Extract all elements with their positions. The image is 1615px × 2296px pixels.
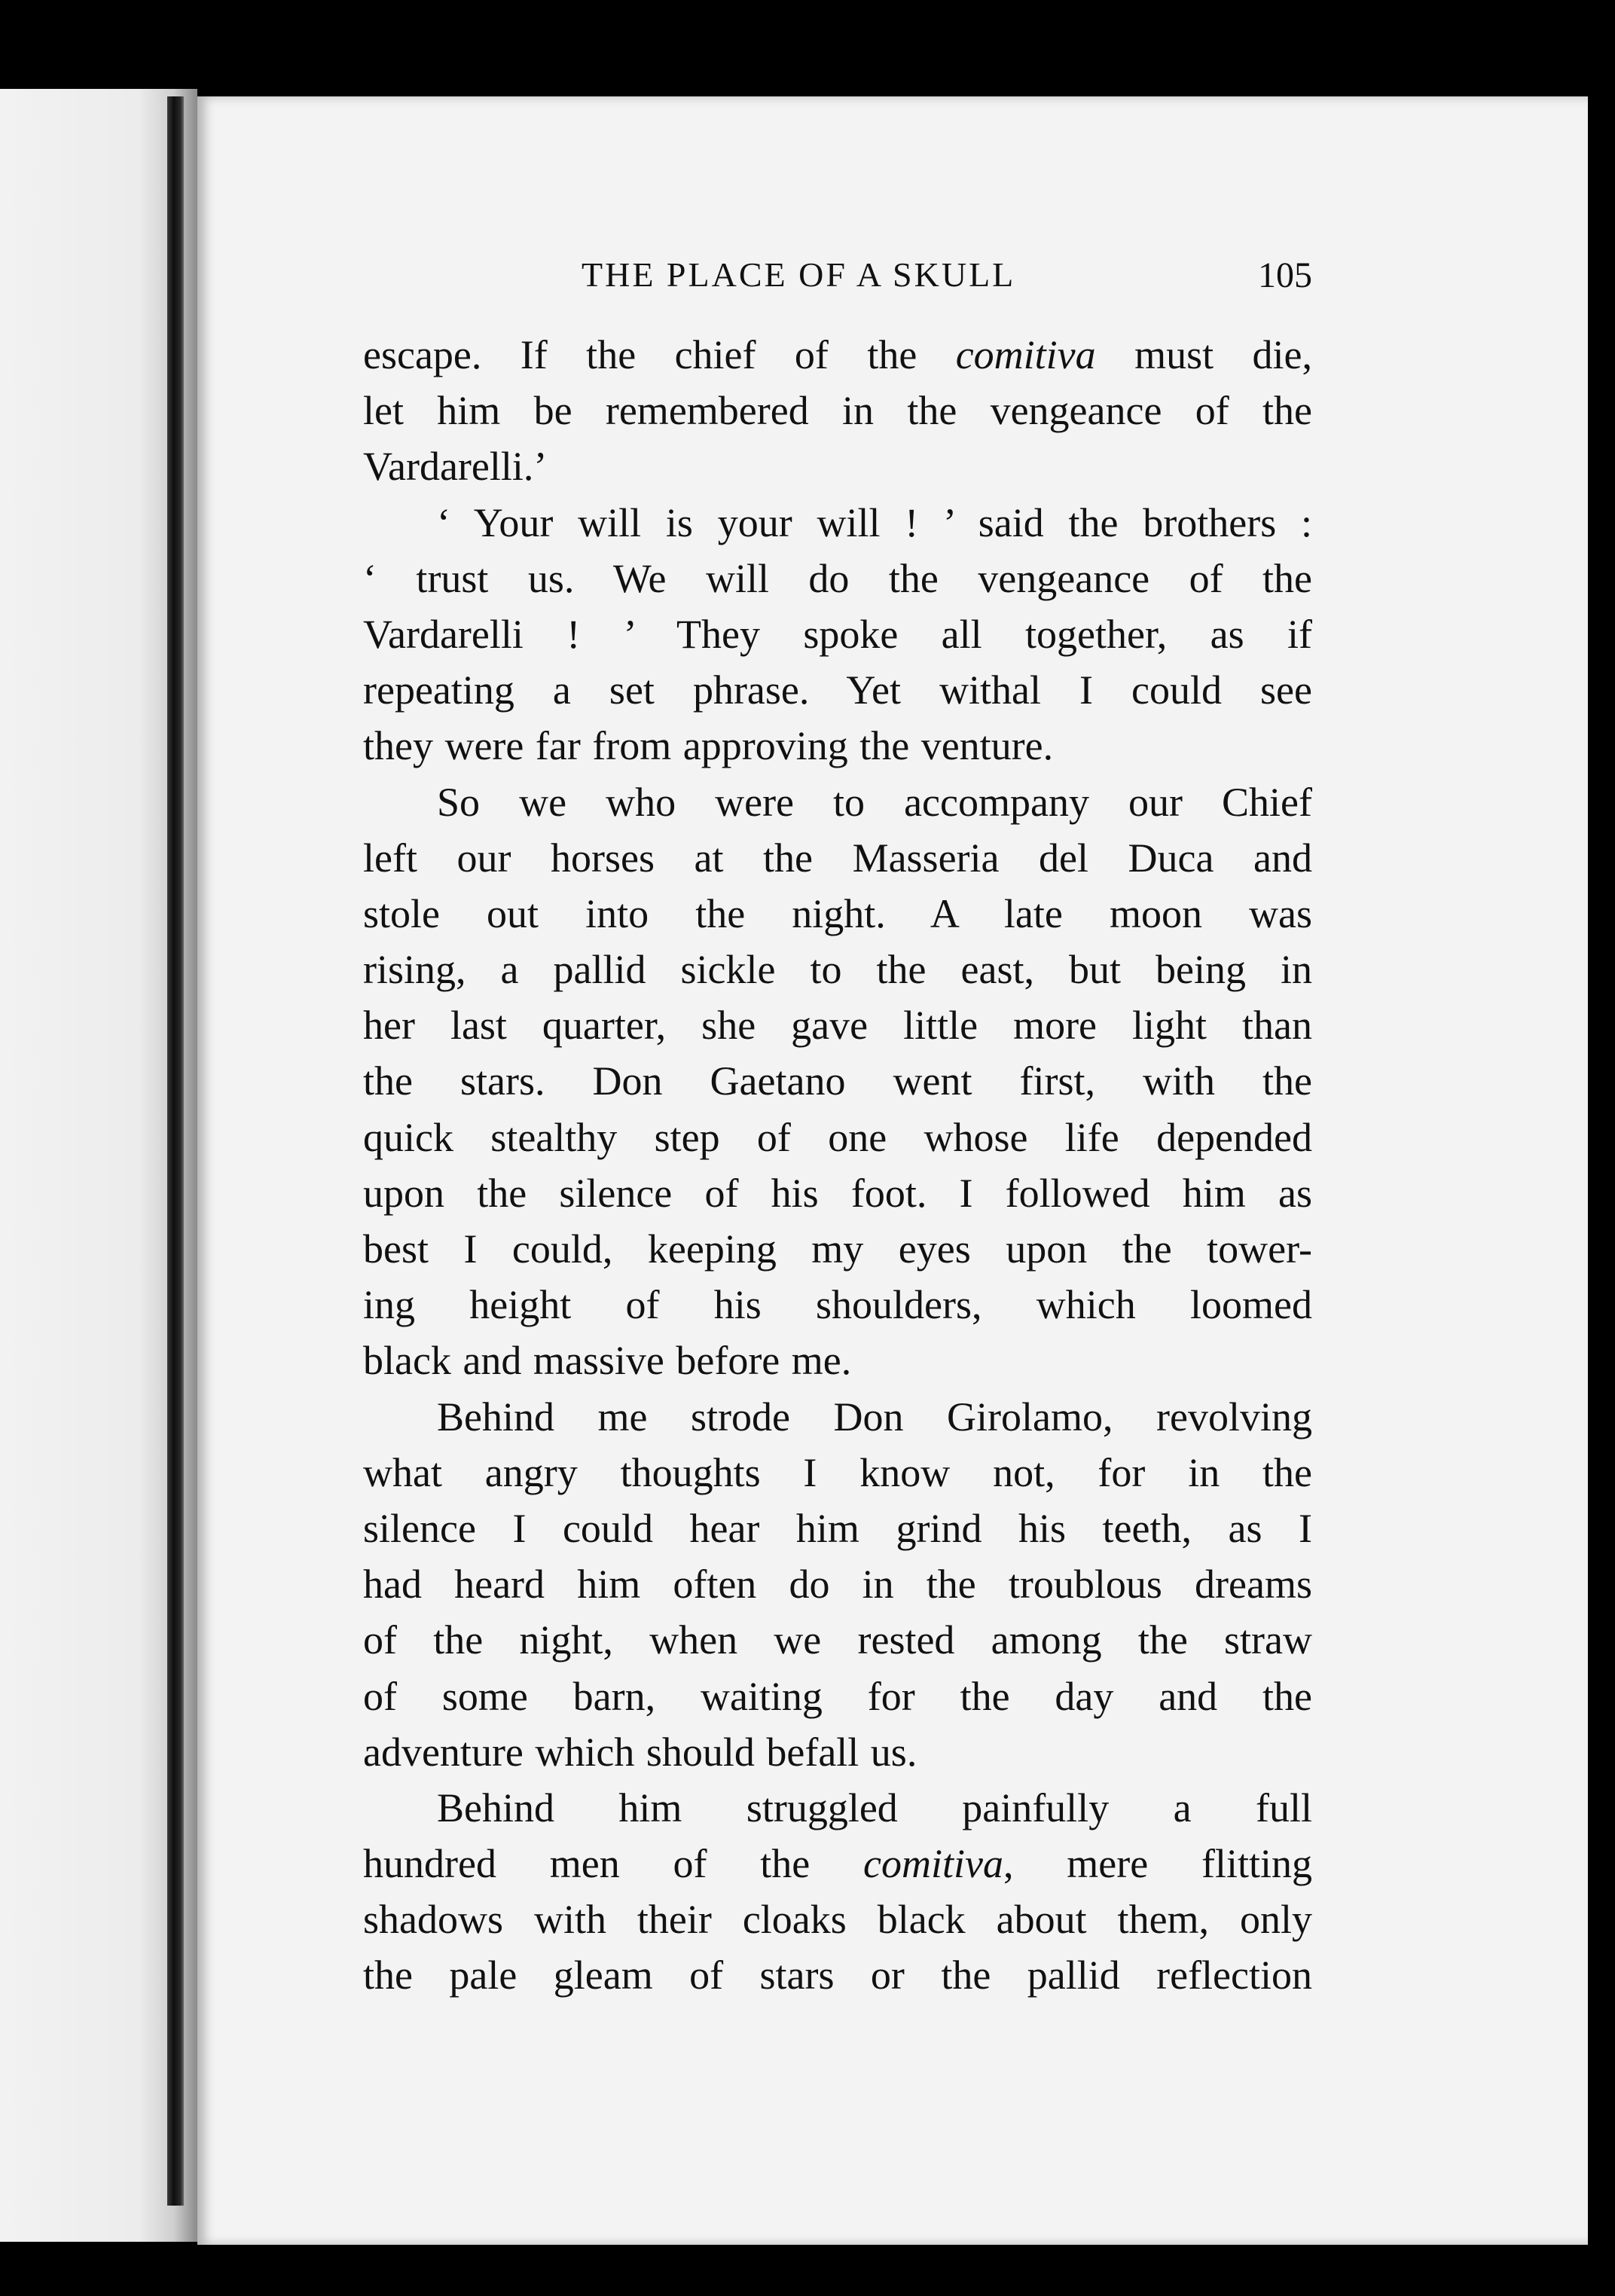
text-line: Behind me strode Don Girolamo, revolving (437, 1394, 1312, 1440)
text-line: repeating a set phrase. Yet withal I could see (363, 667, 1312, 713)
text-line: hundred men of the comitiva, mere flitting (363, 1841, 1313, 1887)
text-line: had heard him often do in the troublous dreams (363, 1562, 1312, 1608)
text-line: ‘ trust us. We will do the vengeance of the (363, 555, 1312, 601)
text-line: adventure which should befall us. (363, 1729, 917, 1775)
page-text-block (363, 255, 1312, 2004)
text-line: black and massive before me. (363, 1338, 852, 1384)
book-gutter (167, 96, 184, 2206)
text-line: Vardarelli.’ (363, 444, 548, 490)
text-line: Vardarelli ! ’ They spoke all together, as if (363, 611, 1312, 657)
running-head (363, 255, 1312, 310)
italic-term: comitiva (863, 1841, 1003, 1887)
text-line: the pale gleam of stars or the pallid reflection (363, 1953, 1312, 1998)
text-line: stole out into the night. A late moon was (363, 890, 1312, 936)
text-line: the stars. Don Gaetano went first, with the (363, 1058, 1312, 1104)
text-line: ing height of his shoulders, which loomed (363, 1282, 1312, 1328)
text-line: left our horses at the Masseria del Duca and (363, 835, 1312, 881)
text-line: silence I could hear him grind his teeth, as I (363, 1505, 1312, 1551)
page-border (1588, 89, 1615, 2296)
text-line: her last quarter, she gave little more light than (363, 1003, 1312, 1049)
text-line: they were far from approving the venture. (363, 723, 1054, 769)
running-title: THE PLACE OF A SKULL (582, 255, 1016, 294)
text-line: best I could, keeping my eyes upon the tower- (363, 1226, 1312, 1272)
page-number: 105 (1258, 255, 1312, 295)
text-line: of the night, when we rested among the straw (363, 1617, 1312, 1663)
text-line: Behind him struggled painfully a full (437, 1785, 1312, 1830)
text-line: rising, a pallid sickle to the east, but being in (363, 947, 1312, 993)
text-line: let him be remembered in the vengeance of the (363, 388, 1312, 434)
text-line: So we who were to accompany our Chief (437, 779, 1312, 825)
text-line: upon the silence of his foot. I followed him as (363, 1170, 1312, 1216)
text-line: ‘ Your will is your will ! ’ said the brothers : (437, 499, 1312, 545)
text-line: quick stealthy step of one whose life depended (363, 1114, 1312, 1160)
text-line: what angry thoughts I know not, for in the (363, 1449, 1312, 1495)
text-line: of some barn, waiting for the day and the (363, 1673, 1312, 1719)
italic-term: comitiva (955, 332, 1096, 377)
text-line: escape. If the chief of the comitiva must die, (363, 332, 1312, 377)
text-line: shadows with their cloaks black about them, only (363, 1897, 1312, 1943)
